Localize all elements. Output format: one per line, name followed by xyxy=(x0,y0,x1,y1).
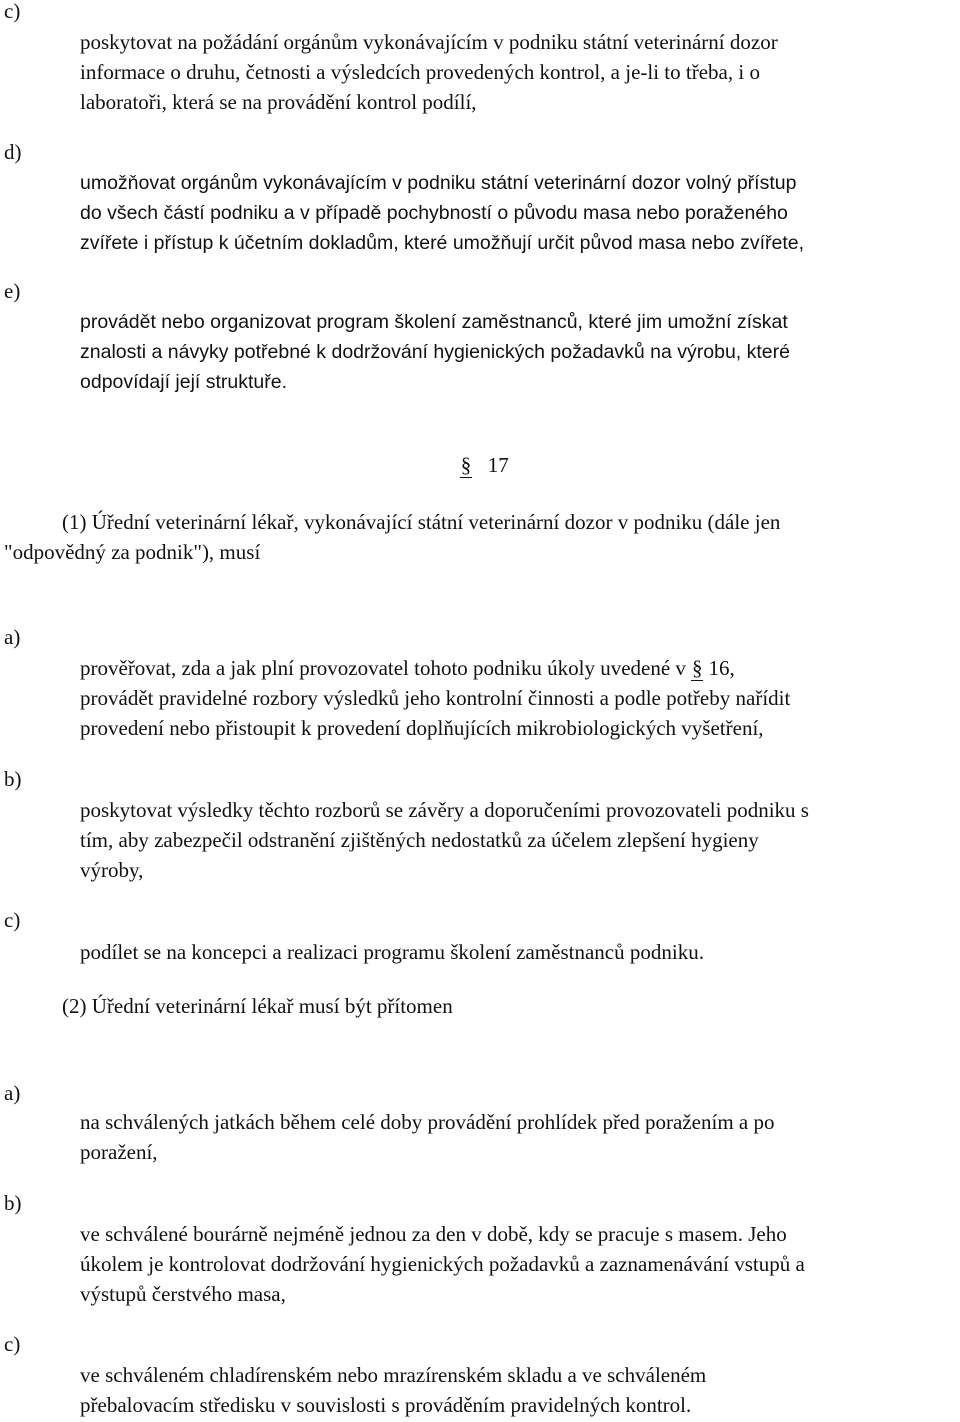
list-item-line: informace o druhu, četnosti a výsledcích provedených kontrol, a je-li to třeba, i o xyxy=(80,60,760,84)
list-marker: b) xyxy=(4,1191,22,1215)
list-item-text: prověřovat, zda a jak plní provozovatel tohoto podniku úkoly uvedené v xyxy=(80,656,692,680)
paragraph xyxy=(4,507,954,567)
list-item xyxy=(80,937,960,967)
section-spacer xyxy=(477,453,482,477)
list-item-line: ve schválené bourárně nejméně jednou za den v době, kdy se pracuje s masem. Jeho xyxy=(80,1222,787,1246)
list-item-line xyxy=(80,653,960,683)
section-symbol: § xyxy=(460,450,472,480)
list-item-line: laboratoři, která se na provádění kontrol podílí, xyxy=(80,90,477,114)
list-item xyxy=(80,1219,960,1309)
list-marker: d) xyxy=(4,140,22,164)
list-item xyxy=(80,168,960,258)
list-item xyxy=(80,653,960,743)
list-marker: c) xyxy=(4,1332,21,1356)
list-item-line: podílet se na koncepci a realizaci programu školení zaměstnanců podniku. xyxy=(80,940,704,964)
list-item-line: ve schváleném chladírenském nebo mrazírenském skladu a ve schváleném xyxy=(80,1363,707,1387)
list-item-line: tím, aby zabezpečil odstranění zjištěných nedostatků za účelem zlepšení hygieny xyxy=(80,828,759,852)
list-item-line: provedení nebo přistoupit k provedení doplňujících mikrobiologických vyšetření, xyxy=(80,716,764,740)
section-reference-symbol: § xyxy=(691,653,703,683)
list-item xyxy=(80,307,960,397)
list-marker: e) xyxy=(4,279,21,303)
list-item-line: provádět nebo organizovat program školení zaměstnanců, které jim umožní získat xyxy=(80,311,788,333)
list-marker: a) xyxy=(4,1081,21,1105)
list-item-line: znalosti a návyky potřebné k dodržování hygienických požadavků na výrobu, které xyxy=(80,341,790,363)
list-item-line: poražení, xyxy=(80,1140,158,1164)
list-marker: b) xyxy=(4,767,22,791)
section-heading xyxy=(460,450,509,480)
list-marker: c) xyxy=(4,908,21,932)
list-item-line: umožňovat orgánům vykonávajícím v podniku státní veterinární dozor volný přístup xyxy=(80,172,797,194)
paragraph-line: (1) Úřední veterinární lékař, vykonávající státní veterinární dozor v podniku (dále jen xyxy=(62,510,781,534)
list-item-line: na schválených jatkách během celé doby provádění prohlídek před poražením a po xyxy=(80,1110,775,1134)
list-item-text: 16, xyxy=(703,656,735,680)
list-item-line: výstupů čerstvého masa, xyxy=(80,1282,286,1306)
list-item-line: poskytovat na požádání orgánům vykonávajícím v podniku státní veterinární dozor xyxy=(80,30,778,54)
list-item-line: zvířete i přístup k účetním dokladům, které umožňují určit původ masa nebo zvířete, xyxy=(80,232,805,254)
paragraph: (2) Úřední veterinární lékař musí být přítomen xyxy=(62,994,453,1018)
section-number: 17 xyxy=(487,453,509,477)
list-item-line: poskytovat výsledky těchto rozborů se závěry a doporučeními provozovateli podniku s xyxy=(80,798,809,822)
list-marker: a) xyxy=(4,625,21,649)
paragraph-line: "odpovědný za podnik"), musí xyxy=(4,540,261,564)
list-item-line: přebalovacím středisku v souvislosti s prováděním pravidelných kontrol. xyxy=(80,1393,692,1417)
list-item-line: odpovídají její struktuře. xyxy=(80,371,288,393)
list-item-line: do všech částí podniku a v případě pochybností o původu masa nebo poraženého xyxy=(80,202,788,224)
list-item xyxy=(80,1360,960,1420)
list-item xyxy=(80,795,960,885)
list-item-line: výroby, xyxy=(80,858,144,882)
list-marker: c) xyxy=(4,0,21,23)
list-item xyxy=(80,1107,960,1167)
list-item xyxy=(80,27,960,117)
list-item-line: úkolem je kontrolovat dodržování hygienických požadavků a zaznamenávání vstupů a xyxy=(80,1252,805,1276)
list-item-line: provádět pravidelné rozbory výsledků jeho kontrolní činnosti a podle potřeby nařídit xyxy=(80,686,791,710)
